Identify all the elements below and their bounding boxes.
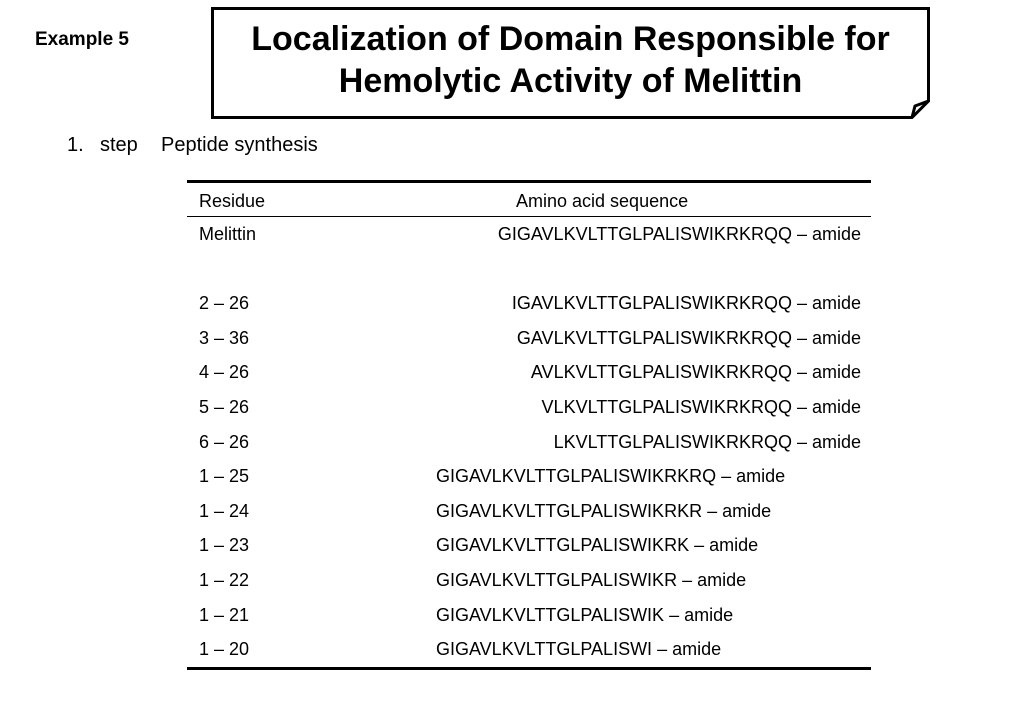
table-row [187, 321, 871, 356]
step-word: step [100, 134, 138, 156]
cell-sequence: LKVLTTGLPALISWIKRKRQQ – amide [553, 431, 861, 452]
cell-residue: Melittin [199, 224, 257, 244]
step-heading [67, 134, 318, 157]
cell-sequence: IGAVLKVLTTGLPALISWIKRKRQQ – amide [511, 293, 861, 314]
page-title-line-2: Hemolytic Activity of Melittin [338, 62, 803, 100]
example-label: Example 5 [35, 29, 129, 50]
table-row [187, 390, 871, 425]
table-header [187, 183, 871, 217]
cell-residue: 2 – 26 [199, 293, 250, 314]
table-row [187, 459, 871, 494]
table-row [187, 217, 871, 252]
table-row [187, 494, 871, 529]
table-row [187, 286, 871, 321]
cell-sequence: GIGAVLKVLTTGLPALISWIK – amide [436, 604, 734, 625]
cell-residue: 1 – 24 [199, 500, 250, 521]
table-row [187, 528, 871, 563]
table-row [187, 355, 871, 390]
cell-residue: 6 – 26 [199, 431, 250, 452]
header-residue: Residue [199, 191, 266, 211]
header-sequence: Amino acid sequence [516, 191, 689, 211]
table-row [187, 425, 871, 460]
cell-sequence: AVLKVLTTGLPALISWIKRKRQQ – amide [530, 362, 861, 383]
page-title [211, 18, 930, 102]
cell-sequence: GIGAVLKVLTTGLPALISWIKRKRQ – amide [436, 466, 786, 487]
cell-sequence: VLKVLTTGLPALISWIKRKRQQ – amide [541, 396, 861, 417]
cell-residue: 1 – 23 [199, 535, 250, 556]
sequence-table [187, 180, 871, 670]
title-box [211, 7, 930, 118]
cell-residue: 1 – 22 [199, 569, 250, 590]
cell-residue: 1 – 25 [199, 466, 250, 487]
step-text: Peptide synthesis [161, 134, 318, 156]
page-title-line-1: Localization of Domain Responsible for [251, 20, 890, 58]
cell-sequence: GIGAVLKVLTTGLPALISWIKRK – amide [436, 535, 759, 556]
cell-residue: 1 – 20 [199, 639, 250, 660]
table-row [187, 563, 871, 598]
step-number: 1. [67, 134, 84, 156]
cell-sequence: GIGAVLKVLTTGLPALISWIKRKR – amide [436, 500, 772, 521]
cell-sequence: GIGAVLKVLTTGLPALISWIKRKRQQ – amide [497, 224, 861, 244]
table-row [187, 598, 871, 633]
cell-sequence: GAVLKVLTTGLPALISWIKRKRQQ – amide [516, 327, 861, 348]
cell-residue: 4 – 26 [199, 362, 250, 383]
table-row [187, 632, 871, 667]
table-row-spacer [187, 252, 871, 287]
cell-residue: 1 – 21 [199, 604, 250, 625]
cell-sequence: GIGAVLKVLTTGLPALISWIKR – amide [436, 569, 747, 590]
cell-residue: 3 – 36 [199, 327, 250, 348]
cell-sequence: GIGAVLKVLTTGLPALISWI – amide [436, 639, 722, 660]
cell-residue: 5 – 26 [199, 396, 250, 417]
